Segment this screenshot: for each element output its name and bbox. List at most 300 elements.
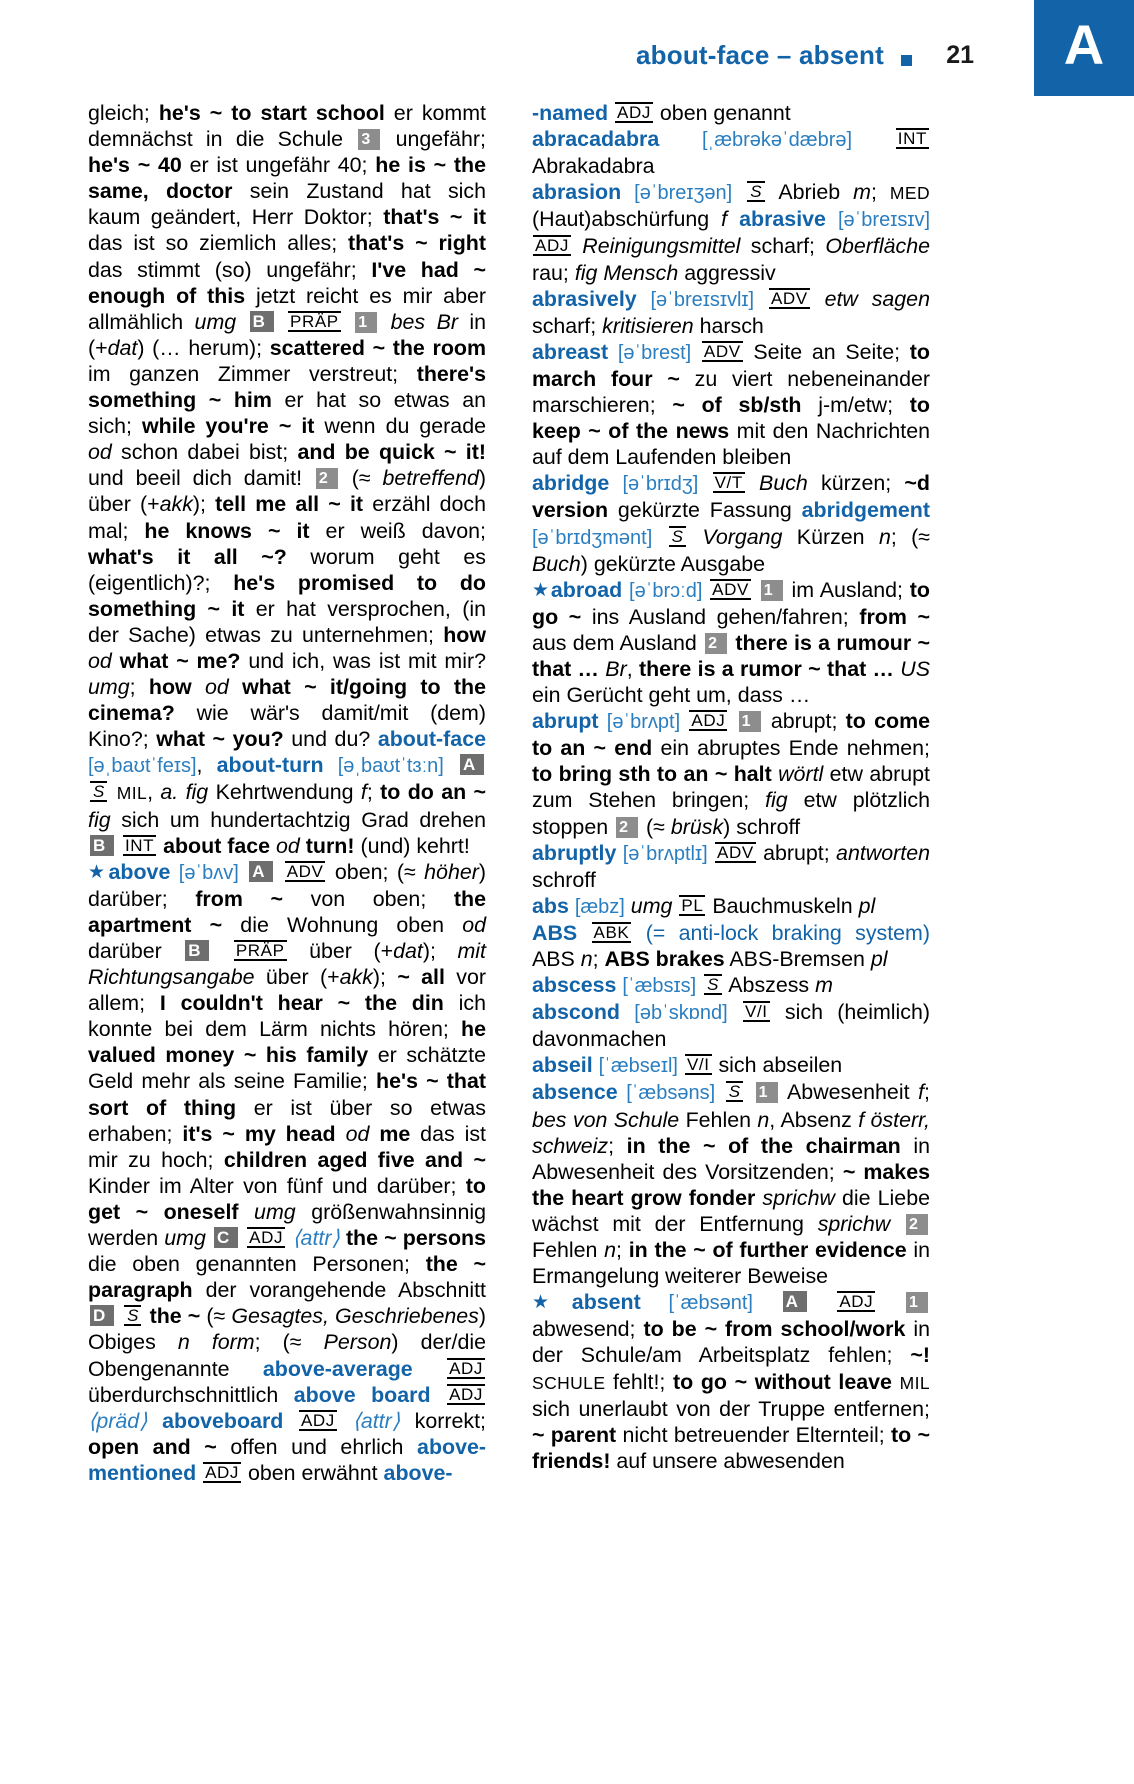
text bbox=[148, 1409, 163, 1433]
collocation: ~d version bbox=[532, 471, 930, 523]
text: abrupt; bbox=[756, 840, 837, 865]
abbreviation-expansion: (= anti-lock braking system) bbox=[645, 920, 930, 945]
grammar-tag: ADV bbox=[286, 861, 324, 881]
sense-marker: 1 bbox=[761, 580, 783, 601]
grammar-tag: INT bbox=[897, 129, 927, 149]
text: (≈ bbox=[200, 1304, 232, 1329]
sense-marker: 1 bbox=[355, 312, 377, 333]
domain-label: MED bbox=[889, 183, 930, 204]
attribute-note: ⟨präd⟩ bbox=[88, 1408, 148, 1433]
text: aus dem Ausland bbox=[532, 630, 704, 655]
collocation: turn! bbox=[305, 833, 355, 858]
collocate-note: antworten bbox=[836, 840, 930, 865]
case-label: akk bbox=[339, 965, 373, 990]
entry-abs-abbrev[interactable] bbox=[532, 920, 930, 972]
text: Fehlen bbox=[532, 1238, 605, 1263]
collocate-note: Reinigungsmittel bbox=[582, 234, 741, 259]
collocation: the apartment ~ bbox=[88, 886, 486, 937]
headword[interactable]: abreast bbox=[532, 339, 609, 364]
section-marker: A bbox=[249, 861, 273, 882]
headword-continued[interactable]: above- bbox=[383, 1460, 453, 1485]
text: oben; (≈ bbox=[326, 859, 425, 884]
text: (und) kehrt! bbox=[354, 833, 470, 858]
region-label: Br bbox=[605, 656, 627, 681]
headword[interactable]: abs bbox=[532, 893, 569, 918]
entry-abroad[interactable] bbox=[532, 577, 930, 708]
collocation: while you're ~ it bbox=[142, 414, 315, 439]
domain-label: MIL bbox=[116, 783, 148, 804]
collocation: children aged five and ~ bbox=[223, 1147, 486, 1172]
pronunciation: [ˈæbsɪs] bbox=[622, 975, 697, 998]
collocation: ~ all bbox=[397, 965, 445, 990]
collocation: it's ~ my head bbox=[182, 1121, 336, 1146]
text: in der Schule/am Arbeitsplatz fehlen; bbox=[532, 1317, 930, 1368]
text: ; bbox=[608, 1133, 627, 1158]
text: ); bbox=[372, 965, 398, 990]
usage-label: sprichw bbox=[817, 1211, 891, 1236]
pronunciation: [ˈæbseɪl] bbox=[598, 1055, 678, 1078]
collocation: what's it all ~? bbox=[88, 544, 287, 569]
entry-continuation-about bbox=[88, 101, 486, 751]
region-label: US bbox=[900, 656, 931, 681]
headword[interactable]: abracadabra bbox=[532, 127, 660, 152]
entry-abscess[interactable] bbox=[532, 972, 930, 999]
collocate-note: Buch bbox=[759, 471, 808, 496]
entry-abrupt[interactable] bbox=[532, 708, 930, 839]
od-label: od bbox=[276, 833, 300, 858]
text: etw abrupt zum Stehen bringen; bbox=[532, 762, 930, 813]
text: abrupt; bbox=[762, 709, 846, 734]
text: etw plötzlich stoppen bbox=[532, 788, 930, 839]
text: ) der/die Obengenannte bbox=[88, 1330, 486, 1381]
grammar-tag: S bbox=[704, 974, 721, 995]
entry-above[interactable] bbox=[88, 859, 486, 1486]
section-marker: A bbox=[460, 754, 484, 775]
pronunciation: [əˈbrʌpt] bbox=[606, 711, 681, 734]
text: in Ermangelung weiterer Beweise bbox=[532, 1238, 930, 1289]
headword[interactable]: above board bbox=[293, 1382, 431, 1407]
collocation: there's something ~ him bbox=[88, 361, 486, 413]
text: oben erwähnt bbox=[242, 1460, 384, 1485]
collocation: tell me all ~ it bbox=[215, 492, 364, 517]
text: ); bbox=[192, 492, 216, 517]
collocation: to bring sth to an ~ halt bbox=[532, 762, 772, 787]
text: ABS-Bremsen bbox=[724, 947, 871, 971]
gender-label: n bbox=[604, 1238, 617, 1263]
text: ; bbox=[366, 780, 381, 805]
grammar-tag: ADV bbox=[770, 288, 808, 308]
headword-variant[interactable]: about-turn bbox=[216, 753, 324, 778]
grammar-tag: ADJ bbox=[300, 1410, 335, 1430]
collocation: I couldn't hear ~ the din bbox=[159, 991, 444, 1016]
headword[interactable]: abrasive bbox=[739, 207, 826, 232]
text: Kehrtwendung bbox=[208, 780, 361, 805]
collocation: the ~ persons bbox=[345, 1226, 486, 1251]
collocation: the ~ bbox=[149, 1304, 201, 1329]
entry-abracadabra[interactable] bbox=[532, 126, 930, 179]
headword[interactable]: abscess bbox=[532, 973, 617, 998]
usage-label: umg bbox=[164, 1226, 206, 1251]
text: ein Gerücht geht um, dass … bbox=[532, 683, 811, 708]
text: darüber bbox=[88, 939, 184, 963]
grammar-tag: S bbox=[124, 1305, 141, 1326]
collocation: that's ~ it bbox=[383, 205, 486, 230]
entry-abrasion[interactable] bbox=[532, 179, 930, 285]
text: sich unerlaubt von der Truppe entfernen; bbox=[532, 1396, 930, 1421]
text: ); bbox=[422, 939, 458, 963]
headword[interactable]: abruptly bbox=[532, 840, 617, 865]
text: in (+ bbox=[88, 309, 487, 360]
entry-abreast[interactable] bbox=[532, 339, 930, 470]
entry-absent[interactable] bbox=[532, 1289, 930, 1474]
headword[interactable]: about-face bbox=[377, 727, 486, 752]
usage-label: wörtl bbox=[778, 762, 824, 787]
text: und du? bbox=[283, 727, 378, 752]
grammar-tag: ADJ bbox=[691, 711, 726, 731]
text: zu viert nebeneinander marschieren; bbox=[532, 366, 930, 418]
sense-marker: 2 bbox=[906, 1214, 928, 1235]
square-bullet-icon bbox=[901, 55, 912, 66]
text: gleich; bbox=[88, 101, 159, 125]
headword[interactable]: abridge bbox=[532, 471, 610, 496]
collocation: to go ~ without leave bbox=[673, 1369, 892, 1394]
page-header bbox=[0, 0, 1134, 96]
star-icon: ★ bbox=[88, 861, 108, 883]
pronunciation: [əˈbrɪdʒmənt] bbox=[532, 526, 653, 549]
section-marker: B bbox=[90, 835, 114, 856]
text: ; bbox=[592, 947, 605, 971]
collocation: there is a rumour ~ that … bbox=[532, 630, 930, 681]
pronunciation: [əˈbreɪsɪv] bbox=[837, 209, 930, 232]
text: schroff bbox=[532, 867, 596, 892]
headword[interactable]: abridgement bbox=[801, 498, 930, 523]
text: , Absenz bbox=[769, 1107, 859, 1132]
text: scharf; bbox=[532, 313, 603, 338]
text: ; (≈ bbox=[254, 1330, 324, 1355]
grammar-tag: ADJ bbox=[617, 103, 651, 122]
usage-label: umg bbox=[630, 893, 673, 918]
text: über (+ bbox=[287, 939, 394, 963]
section-marker: D bbox=[90, 1305, 114, 1326]
text: harsch bbox=[693, 313, 764, 338]
collocation: to do an ~ bbox=[380, 780, 487, 805]
headword[interactable]: abrupt bbox=[532, 709, 599, 734]
sense-marker: 2 bbox=[616, 817, 638, 838]
headword[interactable]: aboveboard bbox=[162, 1408, 284, 1433]
grammar-tag: V/I bbox=[686, 1055, 710, 1075]
pronunciation: [ˌæbrəkəˈdæbrə] bbox=[701, 129, 853, 152]
pronunciation: [əˈbʌv] bbox=[178, 861, 239, 884]
pronunciation: [əˈbreɪʒən] bbox=[634, 182, 733, 205]
collocate-note: kritisieren bbox=[602, 313, 694, 338]
gloss: Buch bbox=[532, 551, 581, 576]
headword[interactable]: above-average bbox=[262, 1356, 413, 1381]
grammar-tag: ADV bbox=[703, 341, 741, 361]
sense-marker: 3 bbox=[358, 129, 380, 150]
text: rau; bbox=[532, 260, 575, 285]
headword[interactable]: above bbox=[108, 859, 171, 884]
text: offen und ehrlich bbox=[216, 1434, 418, 1459]
text: ) über (+ bbox=[88, 466, 486, 517]
collocation: to get ~ oneself bbox=[88, 1173, 486, 1224]
grammar-tag: S bbox=[747, 181, 764, 202]
column-right bbox=[532, 100, 930, 1760]
text: Seite an Seite; bbox=[743, 339, 910, 364]
text: j-m/etw; bbox=[801, 393, 910, 418]
text: Abrieb bbox=[766, 180, 854, 205]
gender-label: f bbox=[918, 1080, 925, 1105]
text: das stimmt (so) ungefähr; bbox=[88, 257, 372, 282]
collocation: he knows ~ it bbox=[144, 518, 310, 543]
text: ABS bbox=[532, 947, 581, 971]
collocation: that's ~ right bbox=[348, 231, 487, 256]
collocation: how bbox=[443, 622, 486, 647]
collocation: open and ~ bbox=[88, 1434, 217, 1459]
headword[interactable]: abrasion bbox=[532, 180, 622, 205]
dictionary-columns bbox=[88, 100, 1088, 1760]
headword[interactable]: abroad bbox=[550, 577, 623, 602]
text: ) darüber; bbox=[88, 859, 486, 911]
collocation: to go ~ bbox=[532, 577, 930, 629]
text: mit den Nachrichten auf dem Laufenden bleiben bbox=[532, 419, 931, 470]
gender-label: m bbox=[815, 973, 833, 998]
text: erzähl doch mal; bbox=[88, 492, 487, 543]
text: , bbox=[196, 753, 217, 778]
text: scharf; bbox=[740, 234, 826, 259]
od-label: od bbox=[462, 912, 486, 937]
headword[interactable]: absent bbox=[571, 1290, 641, 1315]
gloss: Gesagtes, Geschriebenes bbox=[231, 1304, 479, 1329]
collocation: he's ~ that sort of thing bbox=[88, 1069, 486, 1120]
gender-label: n form bbox=[177, 1330, 255, 1355]
grammar-tag: V/I bbox=[745, 1002, 768, 1022]
entry-abs[interactable] bbox=[532, 893, 930, 920]
text: ) schroff bbox=[723, 814, 801, 839]
gloss: betreffend bbox=[382, 466, 479, 491]
gender-label: n bbox=[580, 947, 593, 971]
grammar-tag: ADJ bbox=[205, 1462, 240, 1482]
entry-abridge[interactable] bbox=[532, 470, 930, 576]
text: wie wär's damit/mit (dem) Kino?; bbox=[88, 701, 486, 752]
text: das ist so ziemlich alles; bbox=[88, 231, 349, 256]
text: wenn du gerade bbox=[314, 414, 486, 439]
section-marker: C bbox=[214, 1227, 238, 1248]
grammar-tag: ADJ bbox=[449, 1384, 483, 1404]
usage-label: umg bbox=[254, 1199, 296, 1224]
text: im Ausland; bbox=[784, 577, 910, 602]
number-label: pl bbox=[870, 947, 888, 971]
gender-label: n bbox=[878, 524, 891, 549]
sense-marker: 2 bbox=[705, 633, 727, 654]
text: er hat versprochen, (in der Sache) etwas zu unternehmen; bbox=[88, 596, 486, 647]
collocation: from ~ bbox=[859, 604, 930, 629]
grammar-tag: PRÄP bbox=[235, 941, 285, 960]
text: ; bbox=[924, 1080, 930, 1105]
text: ; bbox=[870, 180, 890, 205]
text: fehlt!; bbox=[605, 1369, 674, 1394]
collocate-note: Oberfläche bbox=[825, 234, 930, 259]
collocation: about face bbox=[163, 833, 271, 858]
grammar-tag: INT bbox=[124, 835, 155, 855]
grammar-tag: V/T bbox=[714, 473, 743, 493]
collocation: to be ~ from school/work bbox=[643, 1317, 906, 1342]
text: er ist ungefähr 40; bbox=[181, 153, 376, 178]
pronunciation: [əˌbaʊtˈfeɪs] bbox=[88, 755, 197, 778]
entry-abseil[interactable] bbox=[532, 1052, 930, 1079]
grammar-tag: S bbox=[669, 526, 686, 547]
text: im ganzen Zimmer verstreut; bbox=[88, 361, 417, 386]
entry-abscond[interactable] bbox=[532, 999, 930, 1052]
collocate-note: fig Mensch bbox=[574, 260, 679, 285]
collocation: scattered ~ the room bbox=[269, 335, 486, 360]
text: sich abseilen bbox=[712, 1053, 843, 1078]
attribute-note: ⟨attr⟩ bbox=[352, 1408, 401, 1433]
sense-marker: 1 bbox=[906, 1292, 928, 1313]
collocation: he's ~ 40 bbox=[88, 153, 182, 178]
text: er weiß davon; bbox=[309, 518, 486, 543]
grammar-tag: S bbox=[726, 1081, 743, 1102]
collocation: I've had ~ enough of this bbox=[88, 257, 486, 308]
text: (Haut)abschürfung bbox=[532, 207, 722, 232]
pronunciation: [əˈbrest] bbox=[617, 341, 692, 364]
collocation: me bbox=[379, 1121, 411, 1146]
gender-label: n bbox=[757, 1107, 770, 1132]
grammar-tag: S bbox=[90, 781, 107, 802]
pronunciation: [əˈbrʌptlɪ] bbox=[622, 842, 708, 865]
collocation: the ~ paragraph bbox=[88, 1252, 486, 1303]
text: ein abruptes Ende nehmen; bbox=[652, 736, 930, 761]
case-label: dat bbox=[393, 939, 423, 963]
usage-label: umg bbox=[88, 675, 130, 700]
text: ) gekürzte Ausgabe bbox=[580, 551, 766, 576]
pronunciation: [əˈbreɪsɪvlɪ] bbox=[650, 288, 755, 311]
gloss: brüsk bbox=[670, 814, 724, 839]
collocation: what ~ you? bbox=[156, 727, 284, 752]
text: , bbox=[147, 780, 161, 805]
entry-abruptly[interactable] bbox=[532, 840, 930, 893]
usage-label: fig bbox=[765, 788, 788, 813]
collocation: ~ of sb/sth bbox=[672, 393, 802, 418]
headword[interactable]: ABS bbox=[532, 920, 578, 945]
text: schon dabei bist; bbox=[111, 440, 298, 465]
text: nicht betreuender Elternteil; bbox=[616, 1422, 892, 1447]
text: er schätzte Geld mehr als seine Familie; bbox=[88, 1043, 486, 1094]
collocate-note: etw sagen bbox=[824, 286, 930, 311]
headword[interactable]: above-mentioned bbox=[88, 1434, 486, 1485]
gender-label: f bbox=[360, 780, 367, 805]
headword[interactable]: abscond bbox=[532, 1000, 620, 1025]
collocation: to march four ~ bbox=[532, 339, 930, 391]
text: Abrakadabra bbox=[532, 154, 655, 179]
entry-abrasively[interactable] bbox=[532, 286, 930, 339]
text: er ist über so etwas erhaben; bbox=[88, 1095, 486, 1146]
text: ; bbox=[129, 675, 149, 700]
pronunciation: [əˌbaʊtˈtɜːn] bbox=[337, 755, 444, 778]
gender-label: m bbox=[853, 180, 871, 205]
pronunciation: [əˈbrɪdʒ] bbox=[622, 473, 699, 496]
headword[interactable]: abrasively bbox=[532, 286, 637, 311]
text: kürzen; bbox=[807, 471, 905, 496]
text: Abwesenheit bbox=[779, 1080, 919, 1105]
case-label: akk bbox=[159, 492, 193, 517]
text: Abszess bbox=[723, 973, 816, 998]
grammar-tag: ADJ bbox=[535, 236, 569, 256]
text: von oben; bbox=[282, 886, 454, 911]
text: vor allem; bbox=[88, 965, 486, 1016]
region-label: Br bbox=[436, 309, 458, 334]
collocation: ~ makes the heart grow fonder bbox=[532, 1159, 931, 1210]
text: die Liebe wächst mit der Entfernung bbox=[532, 1185, 930, 1236]
running-head: about-face – absent bbox=[636, 40, 884, 70]
sense-marker: 1 bbox=[756, 1082, 778, 1103]
sense-marker: 2 bbox=[316, 468, 338, 489]
thumb-index-letter: A bbox=[1034, 0, 1134, 96]
usage-label: a. fig bbox=[160, 780, 209, 805]
text: sich (heimlich) davonmachen bbox=[532, 1000, 930, 1052]
entry-absence[interactable] bbox=[532, 1079, 930, 1289]
usage-label: umg bbox=[194, 309, 237, 334]
text: in Abwesenheit des Vorsitzenden; bbox=[532, 1133, 931, 1184]
grammar-tag: PRÄP bbox=[290, 311, 339, 331]
text: aggressiv bbox=[678, 260, 776, 285]
text: ungefähr; bbox=[382, 127, 486, 152]
star-icon: ★ bbox=[532, 579, 550, 601]
headword[interactable]: absence bbox=[532, 1080, 618, 1105]
od-label: od bbox=[345, 1121, 370, 1146]
od-label: od bbox=[204, 675, 229, 700]
collocation: he is ~ the same, doctor bbox=[88, 153, 486, 204]
collocation: to come to an ~ end bbox=[532, 709, 930, 761]
pronunciation: [ˈæbsənt] bbox=[668, 1292, 753, 1315]
grammar-tag: ADJ bbox=[249, 1228, 284, 1248]
collocation: he valued money ~ his family bbox=[88, 1017, 486, 1068]
text: der vorangehende Abschnitt bbox=[192, 1278, 486, 1303]
text: Bauchmuskeln bbox=[706, 893, 859, 918]
text: und beeil dich damit! bbox=[88, 466, 314, 491]
text: er hat so etwas an sich; bbox=[88, 388, 486, 439]
grammar-tag: PL bbox=[681, 895, 704, 915]
text: , bbox=[626, 656, 639, 681]
text: sein Zustand hat sich kaum geändert, Herr Doktor; bbox=[88, 179, 486, 230]
text: abwesend; bbox=[532, 1317, 644, 1342]
text: auf unsere abwesenden bbox=[610, 1448, 845, 1473]
collocation: in the ~ of the chairman bbox=[626, 1133, 901, 1158]
collocation: in the ~ of further evidence bbox=[628, 1238, 907, 1263]
pronunciation: [əbˈskɒnd] bbox=[634, 1002, 728, 1025]
grammar-tag: ABK bbox=[593, 922, 630, 942]
text: Kinder im Alter von fünf und darüber; bbox=[88, 1173, 466, 1198]
text: er kommt demnächst in die Schule bbox=[88, 101, 486, 152]
collocation: how bbox=[148, 675, 192, 700]
domain-label: SCHULE bbox=[532, 1372, 606, 1393]
collocation: ~ parent bbox=[532, 1422, 617, 1447]
gloss: höher bbox=[424, 859, 479, 884]
collocation: to keep ~ of the news bbox=[532, 393, 930, 444]
headword[interactable]: abseil bbox=[532, 1053, 593, 1078]
collocation: ABS brakes bbox=[604, 947, 725, 971]
collocation: to ~ friends! bbox=[532, 1422, 931, 1473]
headword-continued[interactable]: -named bbox=[532, 101, 609, 125]
gender-label: f bbox=[721, 207, 728, 232]
collocation: there is a rumor ~ that … bbox=[638, 656, 894, 681]
section-marker: B bbox=[250, 311, 274, 332]
text: jetzt reicht es mir aber allmählich bbox=[88, 283, 486, 334]
text: Fehlen bbox=[679, 1107, 758, 1132]
usage-note: bes von Schule bbox=[532, 1107, 680, 1132]
text: ins Ausland gehen/fahren; bbox=[581, 604, 860, 629]
star-icon: ★ bbox=[532, 1292, 571, 1314]
text: das ist mir zu hoch; bbox=[88, 1121, 486, 1172]
